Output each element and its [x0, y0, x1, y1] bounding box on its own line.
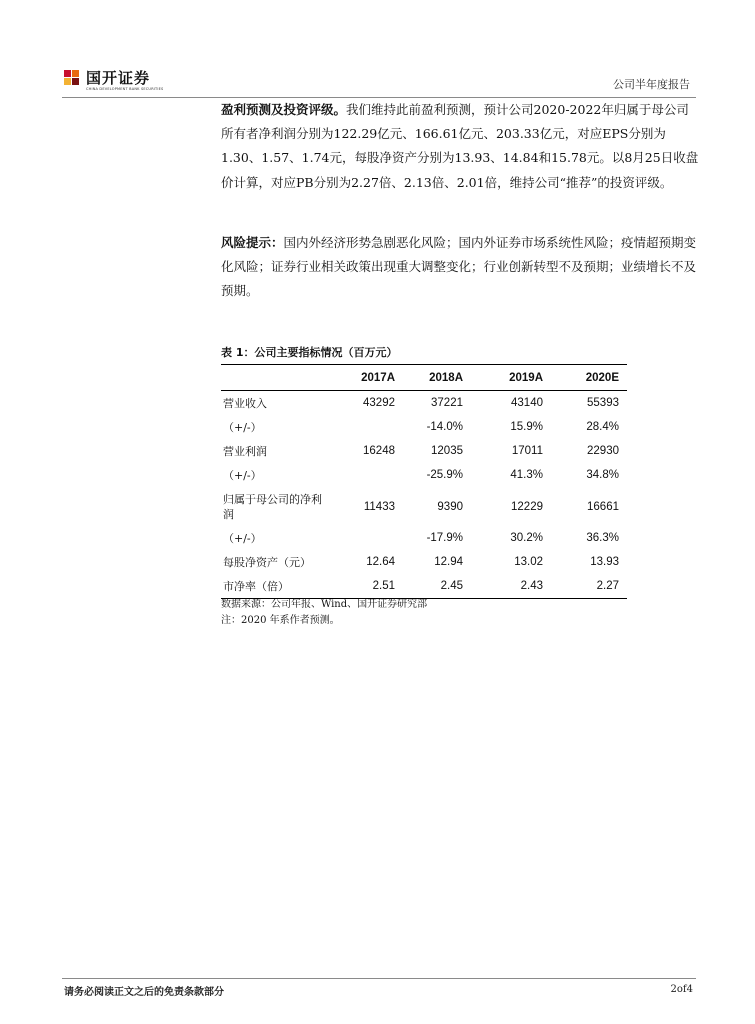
table-cell: -25.9%: [426, 469, 463, 481]
table-cell: 2.43: [471, 574, 551, 599]
table-cell: 34.8%: [586, 469, 619, 481]
table-cell: 43140: [511, 397, 543, 409]
column-header: 2018A: [403, 365, 471, 391]
table-cell: 9390: [437, 500, 463, 513]
table-cell: 41.3%: [510, 469, 543, 481]
table-row: [221, 439, 627, 463]
table-cell: 12.94: [434, 556, 463, 568]
table-cell: 12229: [511, 500, 543, 513]
company-logo: [62, 66, 212, 94]
earnings-forecast-text: 我们维持此前盈利预测，预计公司2020-2022年归属于母公司所有者净利润分别为122.29亿元、166.61亿元、203.33亿元，对应EPS分别为1.30、1.57、1.74元，每股净资产分别为13.93、14.84和15.78元。以8月25日收盘价计算，对应PB分别为2.27倍、2.13倍、2.01倍，维持公司“推荐”的投资评级。: [221, 102, 699, 190]
row-label: 市净率（倍）: [221, 574, 333, 599]
table-cell: 16661: [587, 500, 619, 513]
table-cell: [333, 463, 403, 487]
table-row: [221, 550, 627, 574]
table-cell: 17011: [511, 445, 543, 457]
report-type: 公司半年度报告: [613, 78, 690, 91]
table-cell: [333, 415, 403, 439]
table-cell: [333, 526, 403, 550]
table-title: 表 1：公司主要指标情况（百万元）: [221, 346, 398, 359]
table-row: [221, 574, 627, 599]
row-label: （+/-）: [223, 420, 262, 434]
table-notes: [221, 597, 427, 629]
footer-disclaimer: 请务必阅读正文之后的免责条款部分: [64, 987, 224, 998]
table-row: [221, 463, 627, 487]
table-cell: 15.9%: [510, 421, 543, 433]
footer-divider: [62, 978, 696, 979]
table-cell: 2.51: [333, 574, 403, 599]
page-header: [62, 66, 696, 96]
data-source-note: 数据来源：公司年报、Wind、国开证券研究部: [221, 599, 428, 610]
column-header: [221, 365, 333, 391]
table-cell: -17.9%: [426, 532, 463, 544]
table-cell: 37221: [431, 397, 463, 409]
table-row: [221, 526, 627, 550]
logo-mark-icon: [64, 70, 80, 86]
table-cell: 2.45: [403, 574, 471, 599]
table-row: [221, 415, 627, 439]
column-header: 2020E: [551, 365, 627, 391]
row-label: （+/-）: [223, 468, 262, 482]
column-header: 2019A: [471, 365, 551, 391]
logo-name: 国开证券: [86, 69, 151, 87]
table-cell: 55393: [587, 397, 619, 409]
table-row: [221, 391, 627, 416]
page-number: 2of4: [670, 984, 693, 995]
table-row: [221, 487, 627, 526]
table-cell: 2.27: [551, 574, 627, 599]
row-label: 每股净资产（元）: [223, 555, 311, 569]
column-header: 2017A: [333, 365, 403, 391]
table-cell: 43292: [363, 397, 395, 409]
table-cell: 36.3%: [586, 532, 619, 544]
row-label: 营业收入: [223, 396, 267, 410]
table-cell: -14.0%: [426, 421, 463, 433]
table-cell: 30.2%: [510, 532, 543, 544]
table-header-row: [221, 365, 627, 391]
earnings-forecast-heading: 盈利预测及投资评级。: [221, 102, 347, 117]
table-cell: 12.64: [366, 556, 395, 568]
table-cell: 13.93: [590, 556, 619, 568]
table-cell: 12035: [431, 445, 463, 457]
table-cell: 11433: [363, 500, 395, 513]
risk-warning-text: 国内外经济形势急剧恶化风险；国内外证券市场系统性风险；疫情超预期变化风险；证券行业相关政策出现重大调整变化；行业创新转型不及预期；业绩增长不及预期。: [221, 235, 697, 299]
table-cell: 22930: [587, 445, 619, 457]
row-label: 营业利润: [223, 444, 267, 458]
risk-warning-paragraph: [221, 231, 699, 304]
earnings-forecast-paragraph: [221, 98, 699, 195]
key-indicators-table: [221, 364, 627, 599]
table-cell: 16248: [363, 445, 395, 457]
logo-subtitle: CHINA DEVELOPMENT BANK SECURITIES: [86, 87, 164, 91]
table-cell: 28.4%: [586, 421, 619, 433]
table-cell: 13.02: [514, 556, 543, 568]
forecast-note: 注：2020 年系作者预测。: [221, 615, 340, 626]
row-label: （+/-）: [223, 531, 262, 545]
row-label: 归属于母公司的净利润: [223, 492, 322, 521]
risk-warning-heading: 风险提示：: [221, 235, 284, 250]
